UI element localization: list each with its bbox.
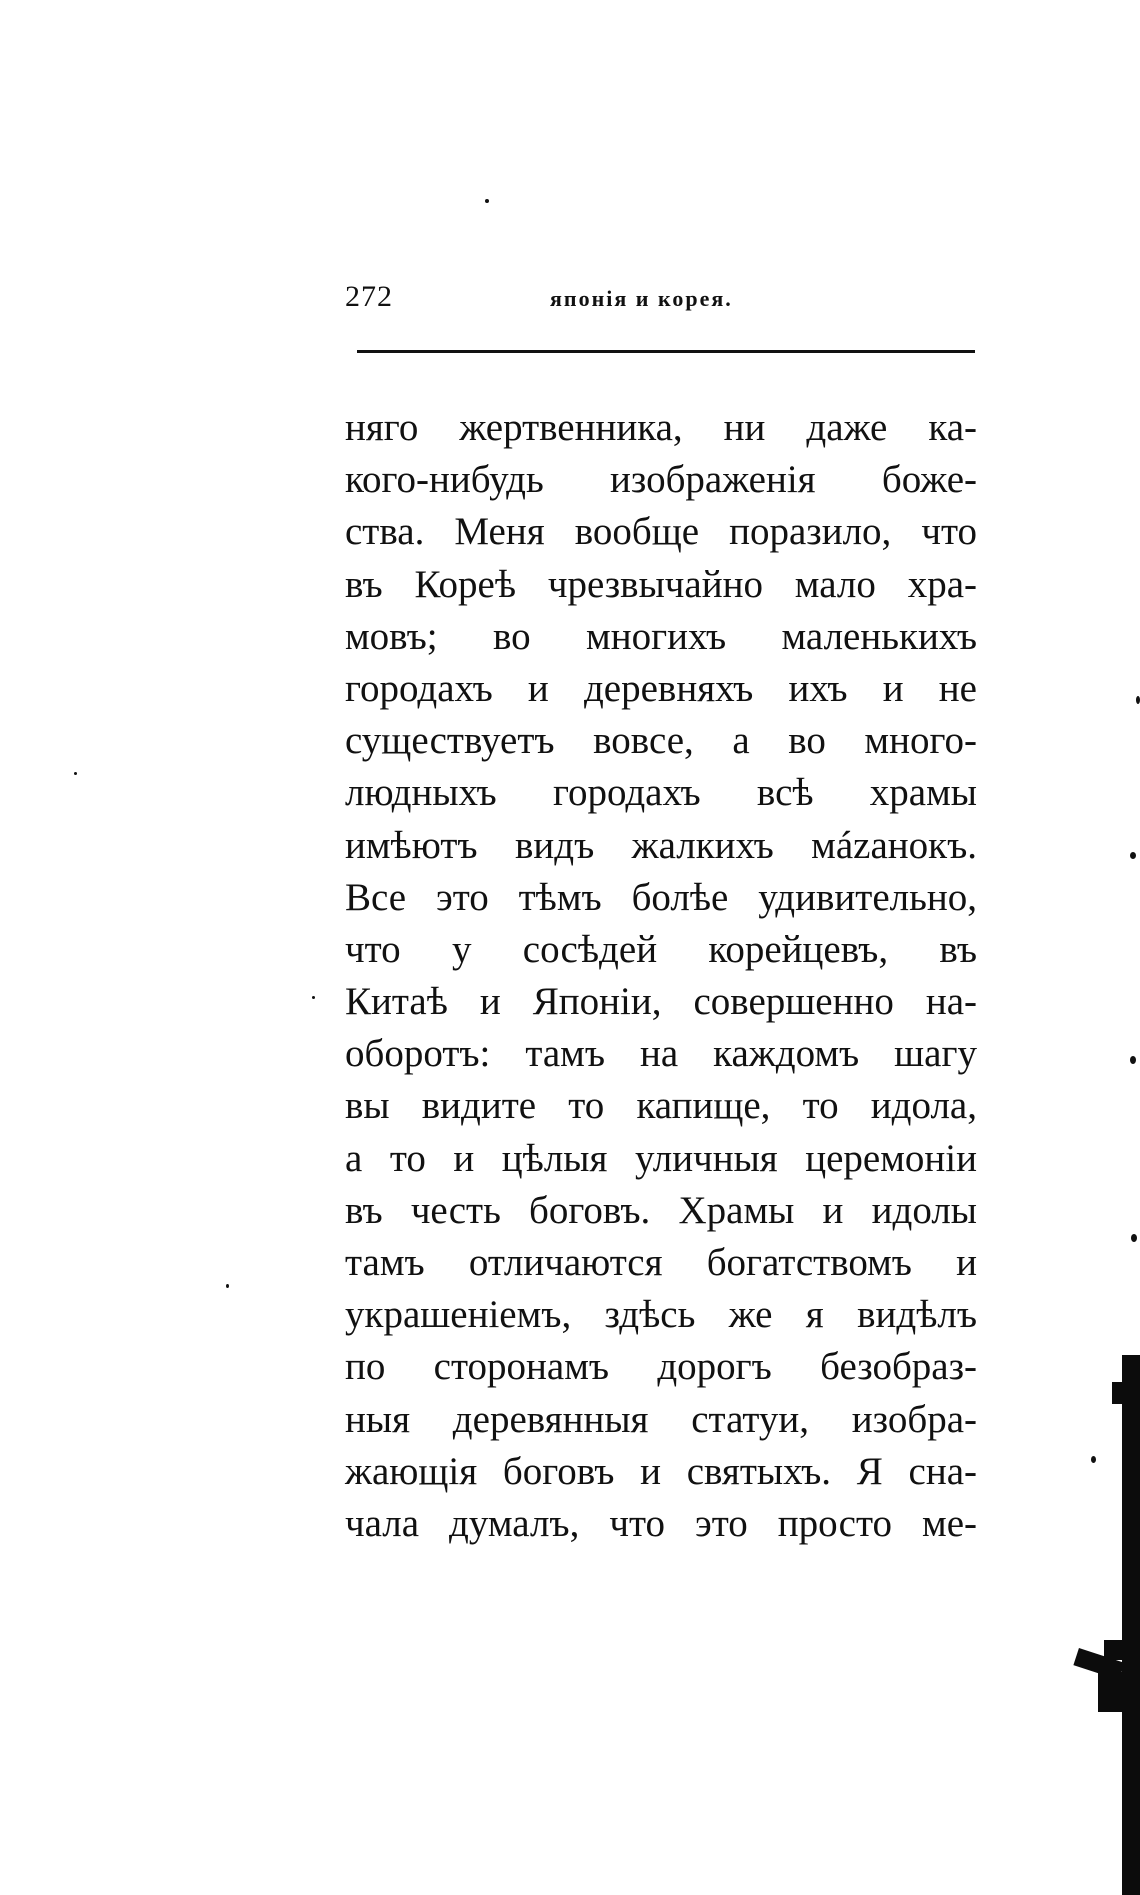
scan-speck [74,772,77,775]
scan-speck [1130,1056,1136,1064]
text-line: ныя деревянныя статуи, изобра- [345,1397,977,1441]
text-line: жающія боговъ и святыхъ. Я сна- [345,1449,977,1493]
header-rule [357,350,975,353]
page-number: 272 [345,280,393,313]
text-line: людныхъ городахъ всѣ храмы [345,771,977,815]
text-line: въ Кореѣ чрезвычайно мало хра- [345,562,977,606]
text-line: имѣютъ видъ жалкихъ мázанокъ. [345,823,977,867]
page-edge-shadow [1098,1672,1122,1712]
text-line: оборотъ: тамъ на каждомъ шагу [345,1032,977,1076]
page-edge-shadow [1112,1382,1124,1404]
text-line: тамъ отличаются богатствомъ и [345,1241,977,1284]
scan-speck [1130,852,1136,859]
scan-speck [1131,1234,1137,1242]
text-line: существуетъ вовсе, а во много- [345,719,977,763]
text-line: кого-нибудь изображенія боже- [345,458,977,502]
text-line: украшеніемъ, здѣсь же я видѣлъ [345,1293,977,1337]
text-line: чала думалъ, что это просто ме- [345,1501,977,1545]
running-head [345,280,975,320]
scan-speck [226,1284,229,1288]
text-line: мовъ; во многихъ маленькихъ [345,614,977,658]
text-line: что у сосѣдей корейцевъ, въ [345,927,977,971]
running-title: японія и корея. [550,286,733,311]
page-edge-shadow [1122,1355,1140,1895]
text-line: городахъ и деревняхъ ихъ и не [345,666,977,710]
text-line: ства. Меня вообще поразило, что [345,510,977,554]
scan-speck [485,199,489,203]
text-line: по сторонамъ дорогъ безобраз- [345,1345,977,1389]
scan-speck [1136,696,1140,704]
text-line: няго жертвенника, ни даже ка- [345,406,977,449]
text-line: Китаѣ и Японіи, совершенно на- [345,980,977,1024]
text-line: Все это тѣмъ болѣе удивительно, [345,875,977,919]
body-text [345,402,977,1550]
scan-speck [1091,1456,1096,1463]
page-edge-shadow [1104,1640,1122,1660]
text-line: въ честь боговъ. Храмы и идолы [345,1188,977,1232]
text-line: а то и цѣлыя уличныя церемоніи [345,1136,977,1180]
scan-speck [312,996,315,999]
text-line: вы видите то капище, то идола, [345,1084,977,1128]
